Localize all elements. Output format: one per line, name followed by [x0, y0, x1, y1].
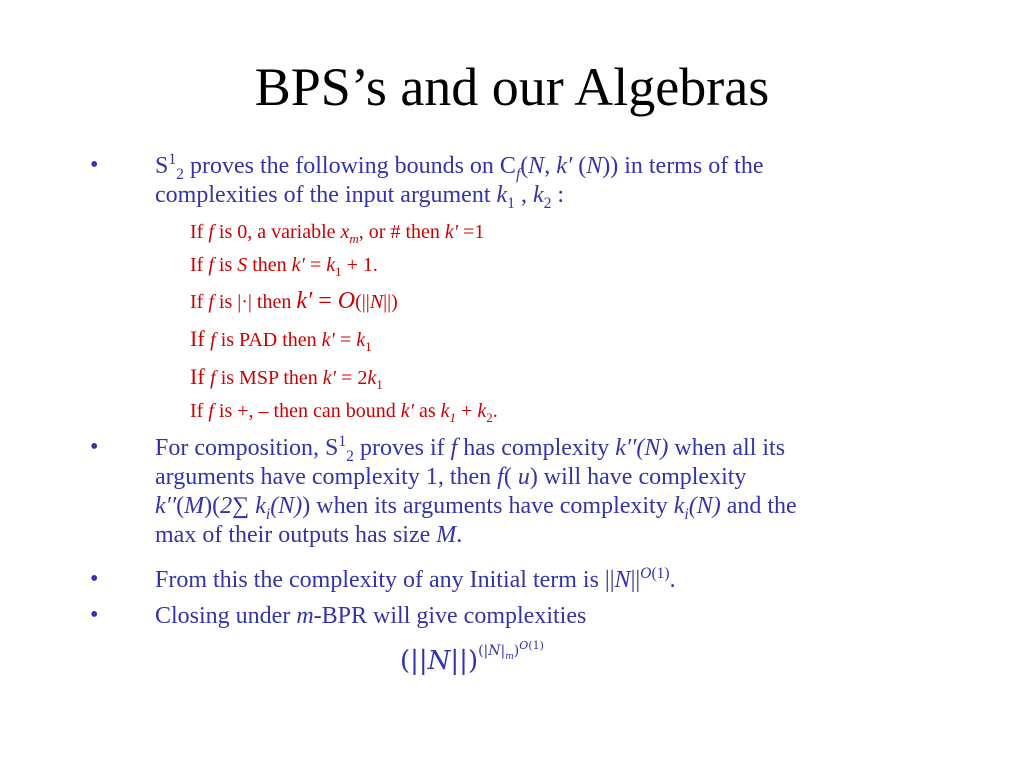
bullet-marker: •	[90, 602, 99, 628]
slide-title: BPS’s and our Algebras	[254, 57, 770, 117]
sub-item: If f is +, – then can bound k′ as $k_1 + k_2$.	[190, 400, 498, 425]
bullet-1-text: $S^1_2$ proves the following bounds on $C_f(N$, k′ (N)) in terms of the complexities of the input argument $k_1$ , $k_2$ :	[155, 151, 764, 212]
sub-item: If f is 0, a variable $x_m$, or # then k′ =1	[190, 221, 485, 246]
bullet-marker: •	[90, 152, 99, 178]
bullet-4-text: Closing under m-BPR will give complexities	[155, 603, 587, 629]
bullet-marker: •	[90, 434, 99, 460]
sub-item: If f is S then $k' = k_1 + 1$.	[190, 254, 378, 279]
bullet-3-text: From this the complexity of any Initial term is $||N||^{O(1)}$.	[155, 565, 676, 593]
bullet-2-text: For composition, $S^1_2$ proves if f has complexity k′′(N) when all its arguments have complexity 1, then f( u) will have complexity k′′(M)(2∑ $k_i(N)$) when its arguments have complexity $k_i(N)$ and the max of their outputs has size M.	[155, 433, 797, 548]
sub-item: If f is |·| then k′ = O(||N||)	[190, 288, 398, 314]
complexity-formula: $(||N||)^{(|N|_m)^{O(1)}}$	[400, 639, 544, 676]
bullet-marker: •	[90, 566, 99, 592]
sub-item: If f is PAD then $k' = k_1$	[190, 326, 372, 354]
sub-item: If f is MSP then $k' = 2k_1$	[190, 364, 383, 392]
